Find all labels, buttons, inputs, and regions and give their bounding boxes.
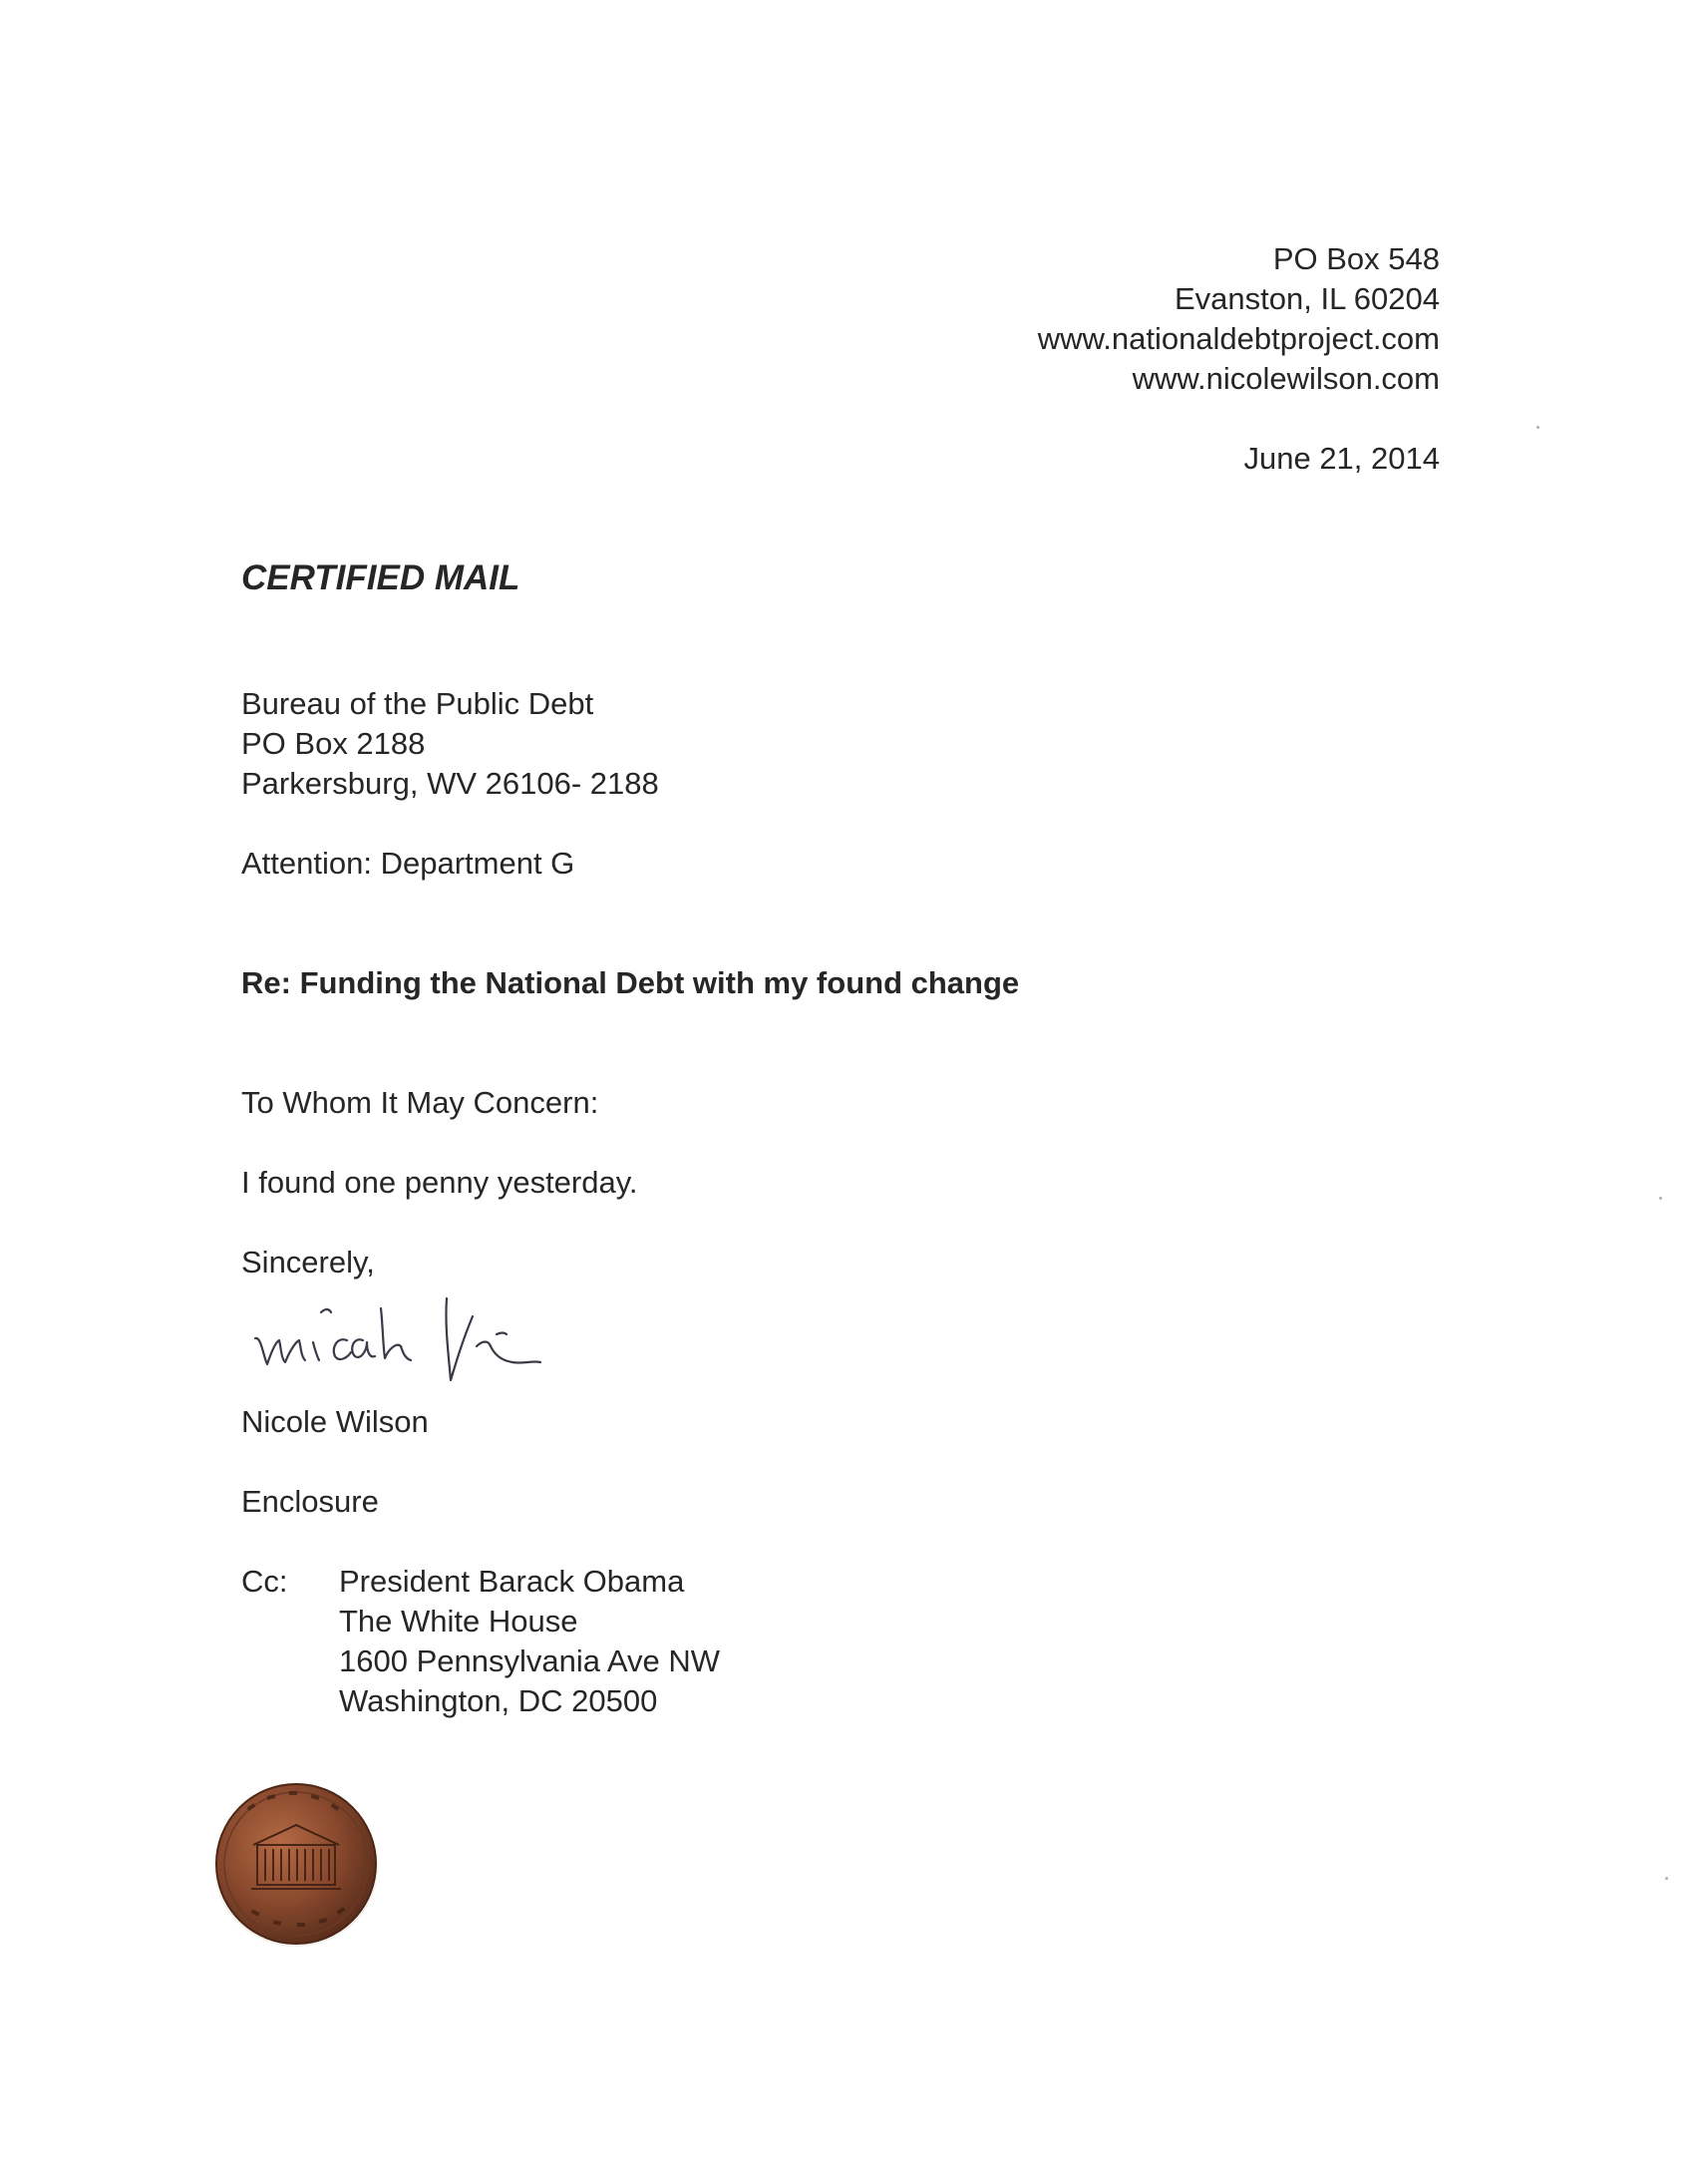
enclosure-note: Enclosure	[241, 1484, 379, 1519]
subject-line: Re: Funding the National Debt with my found change	[241, 965, 1020, 1000]
sender-po-box: PO Box 548	[1272, 241, 1440, 276]
sender-personal-website-link[interactable]: www.nicolewilson.com	[1132, 361, 1440, 396]
salutation: To Whom It May Concern:	[241, 1085, 599, 1120]
penny-coin-image	[207, 1775, 385, 1953]
certified-mail-heading: CERTIFIED MAIL	[241, 558, 520, 597]
cc-name: President Barack Obama	[339, 1564, 685, 1599]
cc-label: Cc:	[241, 1564, 288, 1599]
scan-speck	[1659, 1197, 1662, 1200]
sender-city-state-zip: Evanston, IL 60204	[1175, 281, 1440, 316]
cc-city-state-zip: Washington, DC 20500	[339, 1683, 658, 1718]
letter-body: I found one penny yesterday.	[241, 1165, 638, 1200]
cc-street: 1600 Pennsylvania Ave NW	[339, 1643, 720, 1678]
letter-date: June 21, 2014	[1243, 441, 1440, 476]
scan-speck	[1665, 1877, 1668, 1880]
scan-speck	[1536, 426, 1539, 429]
cc-organization: The White House	[339, 1604, 578, 1638]
sender-website-link[interactable]: www.nationaldebtproject.com	[1037, 321, 1440, 356]
recipient-city-state-zip: Parkersburg, WV 26106- 2188	[241, 766, 659, 801]
recipient-name: Bureau of the Public Debt	[241, 686, 594, 721]
recipient-po-box: PO Box 2188	[241, 726, 426, 761]
signer-name: Nicole Wilson	[241, 1404, 429, 1439]
attention-line: Attention: Department G	[241, 846, 575, 881]
handwritten-signature	[251, 1296, 620, 1406]
closing: Sincerely,	[241, 1245, 375, 1279]
